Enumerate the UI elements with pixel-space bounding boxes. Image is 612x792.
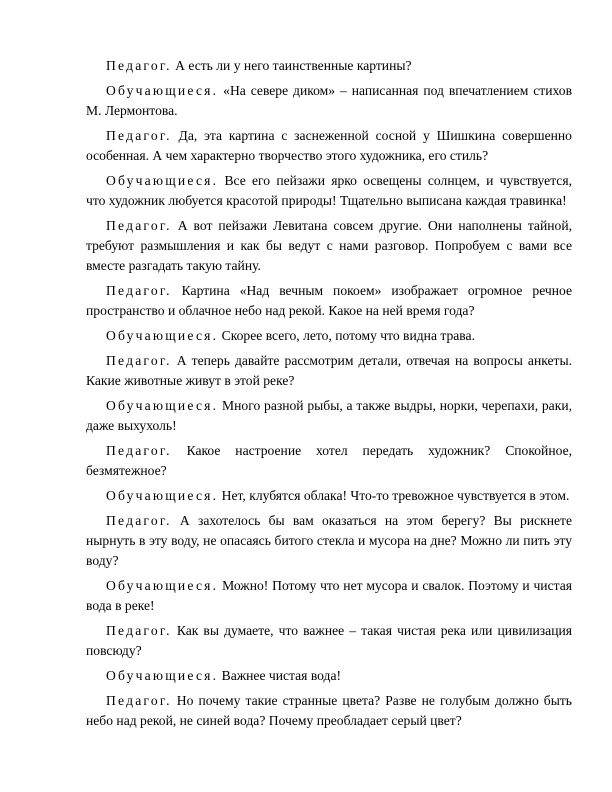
dialogue-text: Да, эта картина с заснеженной сосной у Шишкина совершенно особенная. А чем характерно творчество этого художника, его стиль? xyxy=(86,128,572,163)
dialogue-paragraph xyxy=(86,621,572,661)
dialogue-paragraph xyxy=(86,666,572,686)
speaker-label: Обучающиеся. xyxy=(106,173,219,188)
dialogue-text: Как вы думаете, что важнее – такая чистая река или цивилизация повсюду? xyxy=(86,623,572,658)
dialogue-text: Все его пейзажи ярко освещены солнцем, и чувствуется, что художник любуется красотой природы! Тщательно выписана каждая травинка! xyxy=(86,173,572,208)
speaker-label: Обучающиеся. xyxy=(106,398,219,413)
speaker-label: Педагог. xyxy=(106,353,172,368)
dialogue-text: Скорее всего, лето, потому что видна трава. xyxy=(221,328,475,343)
dialogue-paragraph xyxy=(86,171,572,211)
document-page xyxy=(86,56,572,736)
speaker-label: Обучающиеся. xyxy=(106,488,219,503)
dialogue-text: Картина «Над вечным покоем» изображает огромное речное пространство и облачное небо над рекой. Какое на ней время года? xyxy=(86,283,573,318)
dialogue-paragraph xyxy=(86,126,572,166)
dialogue-text: «На севере диком» – написанная под впечатлением стихов М. Лермонтова. xyxy=(86,83,572,118)
dialogue-paragraph xyxy=(86,351,572,391)
speaker-label: Педагог. xyxy=(106,58,172,73)
dialogue-paragraph xyxy=(86,511,572,571)
dialogue-text: А теперь давайте рассмотрим детали, отвечая на вопросы анкеты. Какие животные живут в этой реке? xyxy=(86,353,572,388)
dialogue-paragraph xyxy=(86,216,572,276)
dialogue-text: Важнее чистая вода! xyxy=(221,668,342,683)
dialogue-paragraph xyxy=(86,441,572,481)
dialogue-text: А есть ли у него таинственные картины? xyxy=(175,58,412,73)
speaker-label: Обучающиеся. xyxy=(106,668,219,683)
dialogue-paragraph xyxy=(86,396,572,436)
dialogue-paragraph xyxy=(86,576,572,616)
dialogue-text: Можно! Потому что нет мусора и свалок. Поэтому и чистая вода в реке! xyxy=(86,578,573,613)
speaker-label: Обучающиеся. xyxy=(106,83,219,98)
speaker-label: Педагог. xyxy=(106,443,172,458)
speaker-label: Педагог. xyxy=(106,693,172,708)
dialogue-text: А вот пейзажи Левитана совсем другие. Они наполнены тайной, требуют размышления и как бы ведут с нами разговор. Попробуем с вами все вместе разгадать такую тайну. xyxy=(86,218,572,273)
dialogue-paragraph xyxy=(86,691,572,731)
dialogue-text: Много разной рыбы, а также выдры, норки, черепахи, раки, даже выхухоль! xyxy=(86,398,572,433)
dialogue-paragraph xyxy=(86,486,572,506)
dialogue-paragraph xyxy=(86,326,572,346)
speaker-label: Педагог. xyxy=(106,623,172,638)
dialogue-paragraph xyxy=(86,281,572,321)
dialogue-text: Но почему такие странные цвета? Разве не голубым должно быть небо над рекой, не синей вода? Почему преобладает серый цвет? xyxy=(86,693,572,728)
speaker-label: Педагог. xyxy=(106,128,172,143)
speaker-label: Педагог. xyxy=(106,283,172,298)
dialogue-paragraph xyxy=(86,56,572,76)
speaker-label: Педагог. xyxy=(106,218,172,233)
speaker-label: Обучающиеся. xyxy=(106,578,219,593)
dialogue-text: Нет, клубятся облака! Что-то тревожное чувствуется в этом. xyxy=(221,488,570,503)
dialogue-text: Какое настроение хотел передать художник? Спокойное, безмятежное? xyxy=(86,443,572,478)
speaker-label: Педагог. xyxy=(106,513,172,528)
speaker-label: Обучающиеся. xyxy=(106,328,219,343)
dialogue-text: А захотелось бы вам оказаться на этом берегу? Вы рискнете нырнуть в эту воду, не опасаясь битого стекла и мусора на дне? Можно ли пить эту воду? xyxy=(86,513,572,568)
dialogue-paragraph xyxy=(86,81,572,121)
